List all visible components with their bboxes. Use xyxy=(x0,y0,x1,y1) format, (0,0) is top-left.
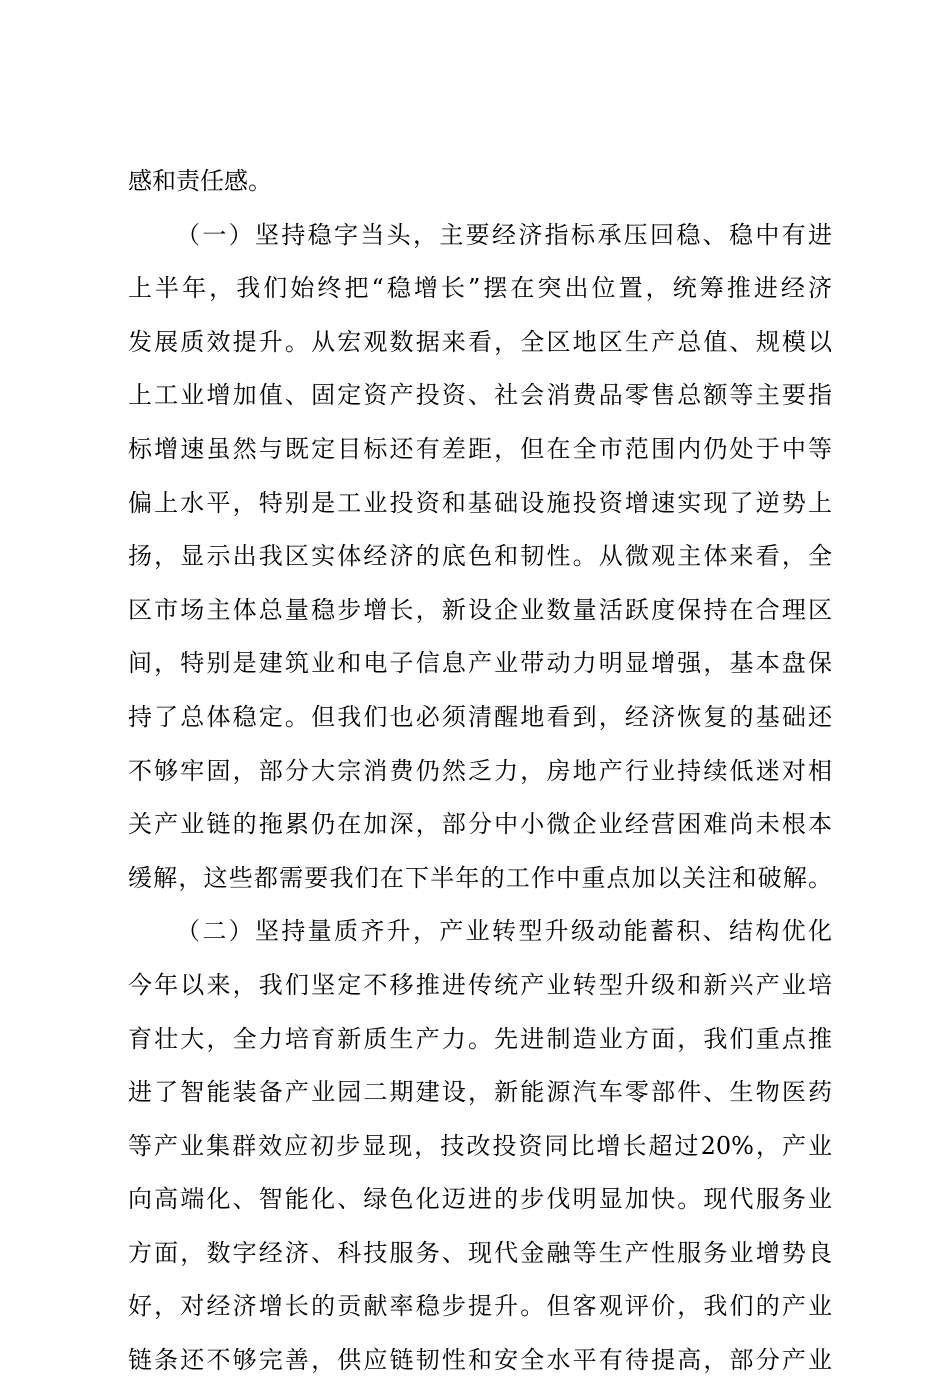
text-line: 链条还不够完善，供应链韧性和安全水平有待提高，部分产业 xyxy=(128,1346,832,1375)
text-line: 关产业链的拖累仍在加深，部分中小微企业经营困难尚未根本 xyxy=(128,810,832,839)
text-line: 偏上水平，特别是工业投资和基础设施投资增速实现了逆势上 xyxy=(128,488,832,517)
text-line: 发展质效提升。从宏观数据来看，全区地区生产总值、规模以 xyxy=(128,327,832,356)
text-line: 感和责任感。 xyxy=(128,167,272,195)
text-line: 上工业增加值、固定资产投资、社会消费品零售总额等主要指 xyxy=(128,381,832,410)
paragraph-heading-line: （一）坚持稳字当头，主要经济指标承压回稳、稳中有进 xyxy=(176,220,832,249)
text-line: 间，特别是建筑业和电子信息产业带动力明显增强，基本盘保 xyxy=(128,649,832,678)
text-line: 今年以来，我们坚定不移推进传统产业转型升级和新兴产业培 xyxy=(128,970,832,999)
text-line: 向高端化、智能化、绿色化迈进的步伐明显加快。现代服务业 xyxy=(128,1185,832,1214)
text-line: 上半年，我们始终把“稳增长”摆在突出位置，统筹推进经济 xyxy=(128,274,832,303)
text-line: 不够牢固，部分大宗消费仍然乏力，房地产行业持续低迷对相 xyxy=(128,756,832,785)
document-body xyxy=(128,155,832,1388)
text-line: 持了总体稳定。但我们也必须清醒地看到，经济恢复的基础还 xyxy=(128,702,832,731)
paragraph-heading-line: （二）坚持量质齐升，产业转型升级动能蓄积、结构优化 xyxy=(176,917,832,946)
text-line: 缓解，这些都需要我们在下半年的工作中重点加以关注和破解。 xyxy=(128,863,832,892)
text-line: 等产业集群效应初步显现，技改投资同比增长超过20%，产业 xyxy=(128,1131,832,1160)
text-line: 区市场主体总量稳步增长，新设企业数量活跃度保持在合理区 xyxy=(128,595,832,624)
text-line: 育壮大，全力培育新质生产力。先进制造业方面，我们重点推 xyxy=(128,1024,832,1053)
text-line: 扬，显示出我区实体经济的底色和韧性。从微观主体来看，全 xyxy=(128,542,832,571)
text-line: 进了智能装备产业园二期建设，新能源汽车零部件、生物医药 xyxy=(128,1078,832,1107)
text-line: 好，对经济增长的贡献率稳步提升。但客观评价，我们的产业 xyxy=(128,1292,832,1321)
text-line: 方面，数字经济、科技服务、现代金融等生产性服务业增势良 xyxy=(128,1238,832,1267)
text-line: 标增速虽然与既定目标还有差距，但在全市范围内仍处于中等 xyxy=(128,434,832,463)
